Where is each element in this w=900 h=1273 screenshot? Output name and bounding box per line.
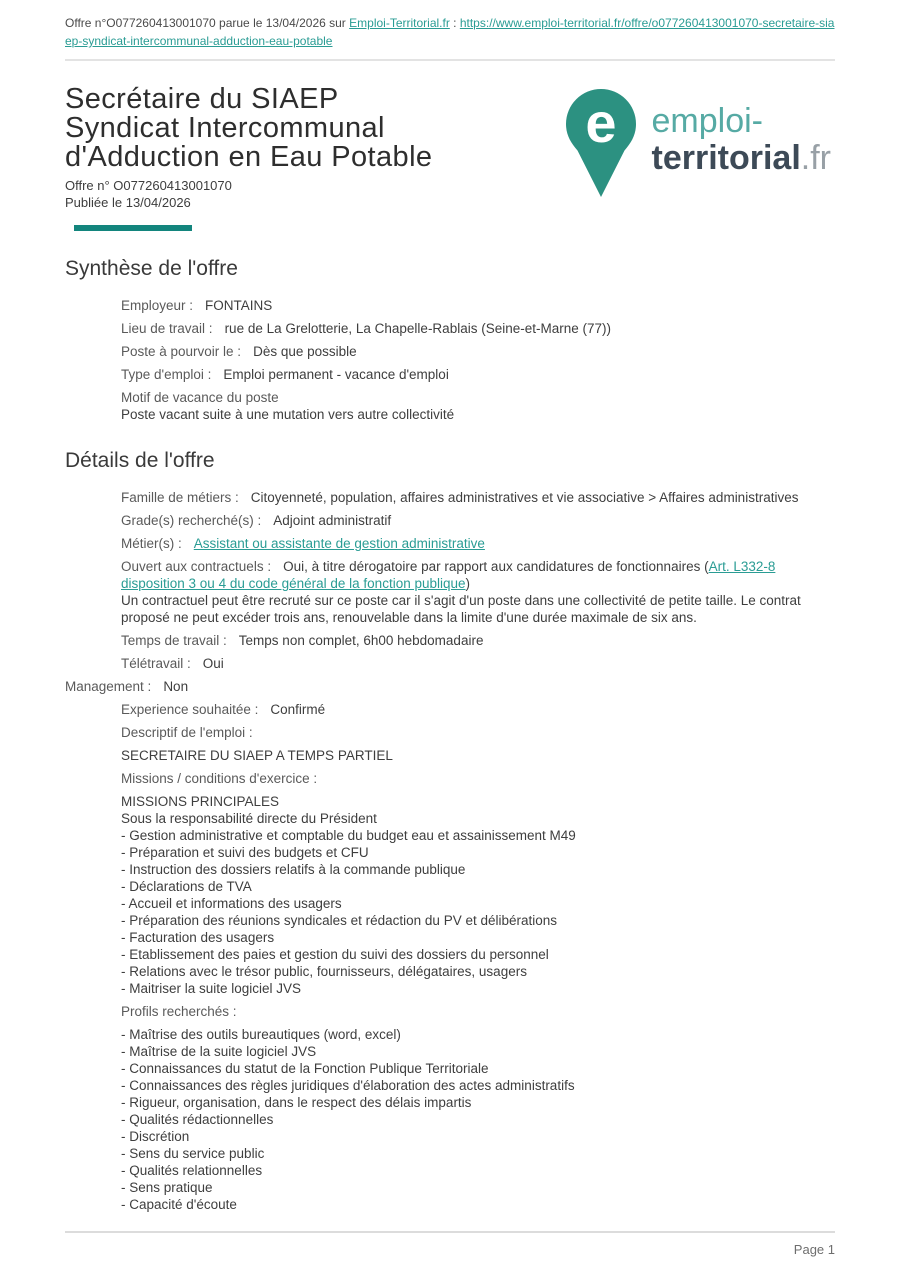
detail-row — [121, 535, 835, 552]
offer-meta — [65, 177, 565, 211]
text-line: - Instruction des dossiers relatifs à la commande publique — [121, 862, 466, 877]
row-label: Experience souhaitée : — [121, 702, 259, 717]
row-value: Oui, à titre dérogatoire par rapport aux candidatures de fonctionnaires ( — [283, 559, 709, 574]
detail-row — [65, 678, 835, 695]
text-line: - Sens pratique — [121, 1180, 213, 1195]
row-label: Type d'emploi : — [121, 367, 212, 382]
detail-row — [121, 632, 835, 649]
row-label: Descriptif de l'emploi : — [121, 725, 253, 740]
row-label: Métier(s) : — [121, 536, 182, 551]
text-line: - Accueil et informations des usagers — [121, 896, 342, 911]
detail-lines-block — [121, 793, 835, 997]
contract-note: Un contractuel peut être recruté sur ce poste car il s'agit d'un poste dans une collectivité de petite taille. Le contrat proposé ne peut excéder trois ans, renouvelable dans la limite d'une durée maximale de six ans. — [121, 593, 801, 625]
text-line: - Préparation et suivi des budgets et CFU — [121, 845, 369, 860]
text-line: - Etablissement des paies et gestion du suivi des dossiers du personnel — [121, 947, 549, 962]
row-label: Profils recherchés : — [121, 1004, 237, 1019]
row-value: rue de La Grelotterie, La Chapelle-Rablais (Seine-et-Marne (77)) — [224, 321, 611, 336]
text-line: - Sens du service public — [121, 1146, 265, 1161]
title-column — [65, 85, 565, 211]
synthese-rows — [65, 297, 835, 423]
text-line: - Facturation des usagers — [121, 930, 275, 945]
row-value: Oui — [202, 656, 224, 671]
text-line: - Connaissances du statut de la Fonction Publique Territoriale — [121, 1061, 489, 1076]
page-footer — [65, 1231, 835, 1257]
footer-divider — [65, 1231, 835, 1233]
text-line: - Capacité d'écoute — [121, 1197, 237, 1212]
detail-row — [121, 770, 835, 787]
text-line: - Maîtrise des outils bureautiques (word, excel) — [121, 1027, 401, 1042]
detail-row — [121, 747, 835, 764]
row-label: Temps de travail : — [121, 633, 227, 648]
row-label: Management : — [65, 679, 152, 694]
detail-row — [121, 389, 835, 423]
text-line: - Maitriser la suite logiciel JVS — [121, 981, 302, 996]
detail-row — [121, 724, 835, 741]
text-line: - Préparation des réunions syndicales et rédaction du PV et délibérations — [121, 913, 558, 928]
row-label: Grade(s) recherché(s) : — [121, 513, 262, 528]
row-value: ) — [465, 576, 471, 591]
row-value: Poste vacant suite à une mutation vers autre collectivité — [121, 407, 455, 422]
detail-row — [121, 320, 835, 337]
separator-text: : — [449, 16, 460, 30]
row-value: Confirmé — [270, 702, 326, 717]
text-line: - Connaissances des règles juridiques d'élaboration des actes administratifs — [121, 1078, 575, 1093]
text-line: - Déclarations de TVA — [121, 879, 252, 894]
legal-article-link[interactable]: Art. L332-8 disposition 3 ou 4 du code général de la fonction publique — [121, 559, 776, 591]
detail-row — [121, 489, 835, 506]
text-line: - Gestion administrative et comptable du budget eau et assainissement M49 — [121, 828, 576, 843]
row-value: FONTAINS — [205, 298, 273, 313]
text-line: MISSIONS PRINCIPALES — [121, 794, 280, 809]
text-line: - Discrétion — [121, 1129, 190, 1144]
emploi-territorial-logo — [566, 89, 831, 197]
document-reference-header — [65, 14, 835, 50]
page-title-line: Syndicat Intercommunal — [65, 112, 385, 144]
text-line: - Rigueur, organisation, dans le respect des délais impartis — [121, 1095, 472, 1110]
detail-row — [121, 297, 835, 314]
logo-text-emploi: emploi- — [651, 102, 763, 140]
row-label: Famille de métiers : — [121, 490, 239, 505]
row-text: SECRETAIRE DU SIAEP A TEMPS PARTIEL — [121, 748, 393, 763]
offer-number: Offre n° O077260413001070 — [65, 178, 232, 193]
logo-text-territorial-fr: territorial.fr — [651, 139, 831, 177]
page-number: Page 1 — [793, 1242, 835, 1257]
row-value: Non — [163, 679, 189, 694]
details-rows — [65, 489, 835, 1213]
row-value: Dès que possible — [253, 344, 357, 359]
row-label: Missions / conditions d'exercice : — [121, 771, 318, 786]
title-header — [65, 85, 835, 211]
metier-link[interactable]: Assistant ou assistante de gestion administrative — [193, 536, 485, 551]
text-line: Sous la responsabilité directe du Président — [121, 811, 377, 826]
text-line: - Relations avec le trésor public, fournisseurs, délégataires, usagers — [121, 964, 527, 979]
detail-row — [121, 558, 835, 626]
logo-wordmark — [652, 89, 831, 177]
detail-row — [121, 655, 835, 672]
detail-row — [121, 343, 835, 360]
map-pin-icon — [566, 89, 636, 197]
offer-url-link[interactable]: https://www.emploi-territorial.fr/offre/o077260413001070-secretaire-siaep-syndicat-intercommunal-adduction-eau-potable — [65, 16, 835, 48]
text-line: - Maîtrise de la suite logiciel JVS — [121, 1044, 317, 1059]
row-label: Motif de vacance du poste — [121, 390, 279, 405]
page-title-line: d'Adduction en Eau Potable — [65, 141, 433, 173]
svg-text:e: e — [584, 91, 617, 154]
offer-ref-text: Offre n°O077260413001070 parue le 13/04/2026 sur — [65, 16, 350, 30]
detail-row — [121, 701, 835, 718]
page-title — [65, 85, 565, 172]
row-label: Employeur : — [121, 298, 194, 313]
synthese-heading: Synthèse de l'offre — [65, 257, 238, 280]
row-label: Lieu de travail : — [121, 321, 213, 336]
accent-bar — [74, 225, 192, 231]
row-label: Ouvert aux contractuels : — [121, 559, 272, 574]
detail-row — [121, 366, 835, 383]
page-title-line: Secrétaire du SIAEP — [65, 83, 339, 115]
section-synthese — [65, 257, 835, 423]
published-date: Publiée le 13/04/2026 — [65, 195, 191, 210]
detail-row — [121, 512, 835, 529]
detail-row — [121, 1003, 835, 1020]
header-divider — [65, 59, 835, 61]
row-value: Adjoint administratif — [273, 513, 392, 528]
row-value: Temps non complet, 6h00 hebdomadaire — [238, 633, 484, 648]
section-details — [65, 449, 835, 1213]
row-label: Poste à pourvoir le : — [121, 344, 242, 359]
row-value: Emploi permanent - vacance d'emploi — [223, 367, 449, 382]
text-line: - Qualités rédactionnelles — [121, 1112, 274, 1127]
row-value: Citoyenneté, population, affaires administratives et vie associative > Affaires administratives — [250, 490, 799, 505]
text-line: - Qualités relationnelles — [121, 1163, 263, 1178]
detail-lines-block — [121, 1026, 835, 1213]
row-label: Télétravail : — [121, 656, 191, 671]
site-link[interactable]: Emploi-Territorial.fr — [349, 16, 450, 30]
details-heading: Détails de l'offre — [65, 449, 215, 472]
